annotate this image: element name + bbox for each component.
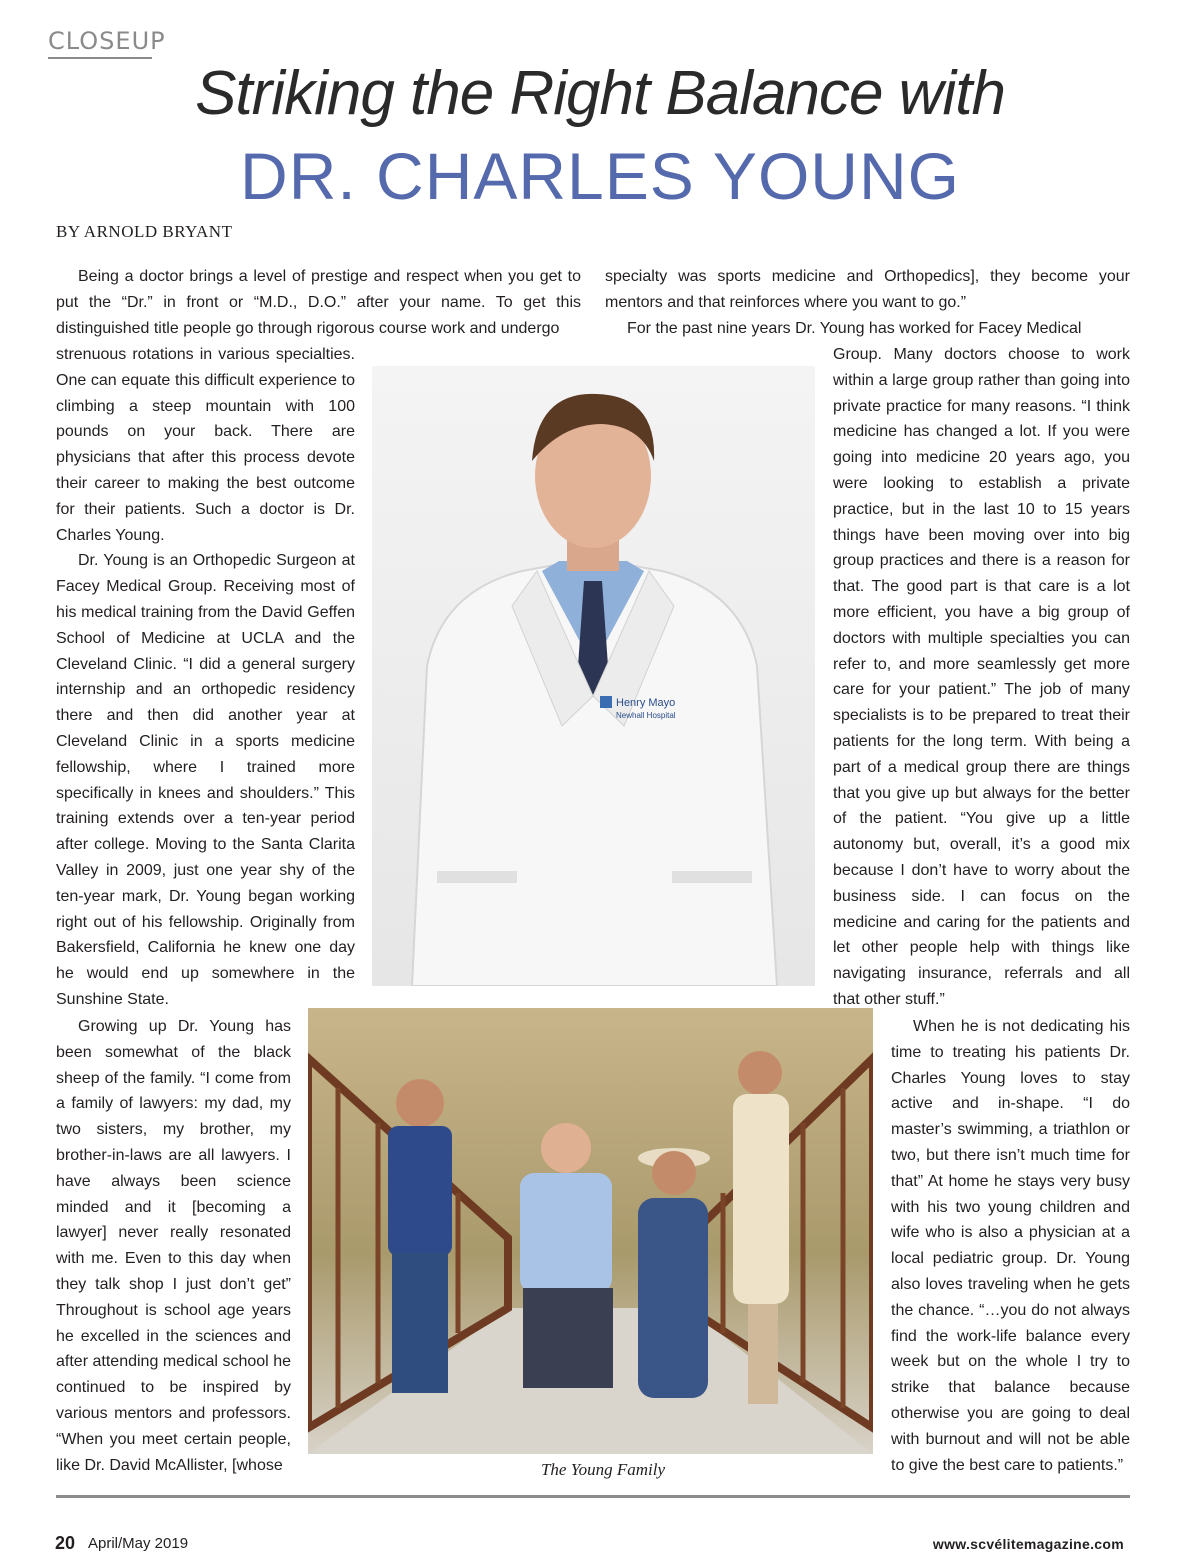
badge-line-2: Newhall Hospital bbox=[616, 711, 676, 720]
article-col2-top bbox=[605, 264, 1130, 341]
article-col2-middle: Group. Many doctors choose to work within a large group rather than going into private practice for many reasons. “I think medicine has changed a lot. If you were going into medicine 20 years ago, you were looking to establish a private practice, but in the last 10 to 15 years things have been moving over into big group practices and there is a reason for that. The good part is that care is a lot more efficient, you have a big group of doctors with multiple specialties you can refer to, and more seamlessly get more care for your patient.” The job of many specialists is to be prepared to treat their patients for the long term. With being a part of a medical group there are things that you give up but always for the better of the patient. “You give up a little autonomy but, overall, it’s a good mix because I don’t have to worry about the business side. I can focus on the medicine and caring for the patients and let other people help with things like navigating insurance, referrals and all that other stuff.” bbox=[833, 346, 1130, 1008]
headline-line-1: Striking the Right Balance with bbox=[195, 59, 1005, 128]
website-url[interactable]: www.scvélitemagazine.com bbox=[932, 1536, 1124, 1552]
paragraph: For the past nine years Dr. Young has worked for Facey Medical bbox=[627, 319, 1082, 337]
badge-line-1: Henry Mayo bbox=[616, 697, 676, 709]
portrait-photo bbox=[372, 366, 815, 986]
paragraph: specialty was sports medicine and Orthopedics], they become your mentors and that reinforces where you want to go.” bbox=[605, 268, 1130, 311]
article-col1-middle bbox=[56, 342, 355, 1013]
page-number: 20 bbox=[55, 1533, 76, 1553]
article-col2-narrow: When he is not dedicating his time to treating his patients Dr. Charles Young loves to stay active and in-shape. “I do master’s swimming, a triathlon or two, but there isn’t much time for that” At home he stays very busy with his two young children and wife who is also a physician at a local pediatric group. Dr. Young also loves traveling when he gets the chance. “…you do not always find the work-life balance every week but on the whole I try to strike that balance because otherwise you are going to deal with burnout and will not be able to give the best care to patients.” bbox=[891, 1018, 1130, 1474]
issue-date: April/May 2019 bbox=[88, 1535, 189, 1552]
article-col1-intro: Being a doctor brings a level of prestige and respect when you get to put the “Dr.” in front or “M.D., D.O.” after your name. To get this distinguished title people go through rigorous course work and undergo bbox=[56, 268, 581, 337]
byline: BY ARNOLD BRYANT bbox=[56, 222, 233, 241]
family-photo bbox=[308, 1008, 873, 1454]
headline-line-2: DR. CHARLES YOUNG bbox=[240, 139, 960, 213]
portrait-illustration bbox=[372, 366, 815, 986]
paragraph: Dr. Young is an Orthopedic Surgeon at Facey Medical Group. Receiving most of his medical training from the David Geffen School of Medicine at UCLA and the Cleveland Clinic. “I did a general surgery internship and an orthopedic residency there and then did another year at Cleveland Clinic in a sports medicine fellowship, where I trained more specifically in knees and shoulders.” This training extends over a ten-year period after college. Moving to the Santa Clarita Valley in 2009, just one year shy of the ten-year mark, Dr. Young began working right out of his fellowship. Originally from Bakersfield, California he knew one day he would end up somewhere in the Sunshine State. bbox=[56, 552, 355, 1008]
paragraph: strenuous rotations in various specialties. One can equate this difficult experience to climbing a steep mountain with 100 pounds on your back. There are physicians that after this process devote their career to making the best outcome for their patients. Such a doctor is Dr. Charles Young. bbox=[56, 346, 355, 544]
article-col1-narrow: Growing up Dr. Young has been somewhat of the black sheep of the family. “I come from a family of lawyers: my dad, my two sisters, my brother, my brother-in-laws are all lawyers. I have always been science minded and it [becoming a lawyer] never really resonated with me. Even to this day when they talk shop I just don’t get” Throughout is school age years he excelled in the sciences and after attending medical school he continued to be inspired by various mentors and professors. “When you meet certain people, like Dr. David McAllister, [whose bbox=[56, 1018, 291, 1474]
family-photo-caption: The Young Family bbox=[540, 1460, 666, 1479]
footer-rule bbox=[56, 1495, 1130, 1498]
family-illustration bbox=[308, 1008, 873, 1454]
section-label: CLOSEUP bbox=[48, 27, 166, 55]
